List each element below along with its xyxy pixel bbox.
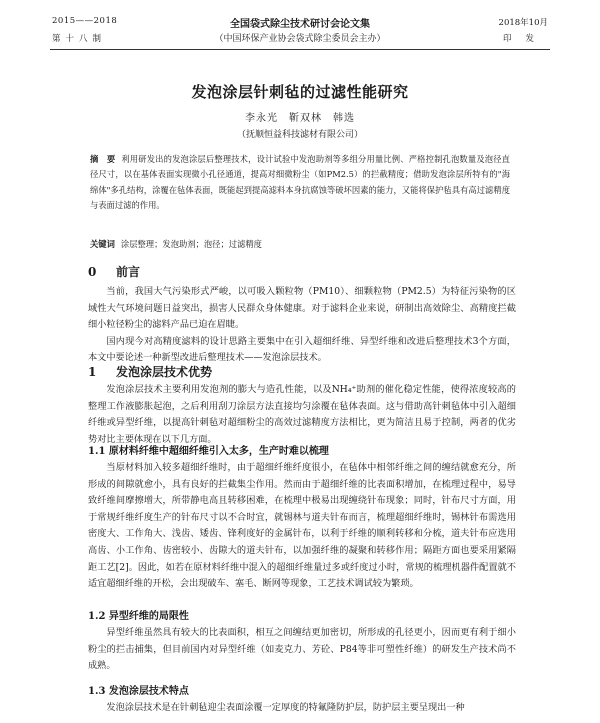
header-volume: 第十八制 bbox=[52, 34, 107, 44]
section-number: 1.3 bbox=[88, 686, 106, 697]
paragraph: 当前，我国大气污染形式严峻，以可吸入颗粒物（PM10）、细颗粒物（PM2.5）为特征污染物的区域性大气环境问题日益突出，损害人民群众身体健康。对于滤料企业来说，研制出高效除尘、高精度拦截细小粒径粉尘的滤料产品已迫在眉睫。 bbox=[88, 286, 516, 331]
keywords-label: 关键词 bbox=[90, 239, 115, 249]
header-divider bbox=[50, 49, 550, 50]
section-body bbox=[88, 700, 516, 717]
header-issued: 印发 bbox=[502, 34, 548, 44]
section-number: 1.1 bbox=[88, 446, 106, 457]
section-title: 原材料纤维中超细纤维引入太多，生产时难以梳理 bbox=[108, 446, 329, 457]
section-number: 1.2 bbox=[88, 611, 106, 622]
subsection-heading bbox=[88, 442, 329, 457]
section-number: 1 bbox=[88, 365, 97, 379]
paragraph: 发泡涂层技术主要利用发泡剂的膨大与造孔性能，以及NH₄⁺助剂的催化稳定性能，使得浓度较高的整理工作液膨胀起泡，之后利用刮刀涂层方法直接均匀涂覆在毡体表面。这与借助高针刺毡体中引入超细纤维或异型纤维，以提高针刺毡对超细粉尘的高效过滤精度方法相比，更为简洁且易于控制，两者的优劣势对比主要体现在以下几方面。 bbox=[88, 384, 516, 445]
section-heading bbox=[88, 363, 212, 380]
header-organizer: （中国环保产业协会袋式除尘委员会主办） bbox=[214, 34, 386, 44]
section-body bbox=[88, 625, 516, 675]
section-title: 前言 bbox=[116, 265, 141, 279]
running-header bbox=[0, 10, 600, 50]
header-proceedings-title: 全国袋式除尘技术研讨会论文集 bbox=[230, 19, 370, 30]
abstract-label: 摘 要 bbox=[90, 154, 116, 164]
paragraph: 发泡涂层技术是在针刺毡迎尘表面涂覆一定厚度的特氟隆防护层，防护层主要呈现出一种 bbox=[106, 702, 465, 713]
abstract-text: 利用研发出的发泡涂层后整理技术，设计试验中发泡助剂等多组分用量比例、严格控制孔泡数量及泡径直径尺寸，以在基体表面实现微小孔径通道，提高对细微粉尘（如PM2.5）的拦截精度；借助发泡涂层所特有的"海绵体"多孔结构，涂覆在毡体表面，既能起到提高滤料本身抗腐蚀等破坏因素的能力，又能将保护毡具有高过滤精度与表面过滤的作用。 bbox=[90, 154, 510, 210]
subsection-heading bbox=[88, 682, 189, 697]
section-body bbox=[88, 382, 516, 448]
header-year-range: 2015——2018 bbox=[52, 16, 118, 26]
section-heading bbox=[88, 263, 140, 280]
header-date: 2018年10月 bbox=[498, 18, 548, 28]
section-body bbox=[88, 284, 516, 367]
abstract bbox=[90, 152, 510, 213]
paragraph: 当原材料加入较多超细纤维时，由于超细纤维纤度很小，在毡体中相邻纤维之间的缠结就愈充分，所形成的间隙就愈小，具有良好的拦截集尘作用。然而由于超细纤维的比表面积增加，在梳理过程中，易导致纤维间摩擦增大，所带静电高且转移困难，在梳理中极易出现缠绕针布现象；同时，针布尺寸方面，用于常规纤维纤度生产的针布尺寸以不合时宜，就锡林与道夫针布而言，梳理超细纤维时，锡林针布需选用密度大、工作角大、浅齿、矮齿、锋利度好的金属针布，以利于纤维的顺利转移和分梳，道夫针布应选用高齿、小工作角、齿密较小、齿隙大的道夫针布，以加强纤维的凝聚和转移作用；隔距方面也要采用紧隔距工艺[2]。因此，如若在原材料纤维中混入的超细纤维量过多或纤度过小时，常规的梳理机器件配置就不适宜超细纤维的开松，会出现破车、塞毛、断网等现象，工艺技术调试较为繁琐。 bbox=[88, 462, 516, 590]
section-title: 发泡涂层技术优势 bbox=[116, 365, 213, 379]
paper-title: 发泡涂层针刺毡的过滤性能研究 bbox=[191, 83, 409, 101]
paper-authors: 李永光 靳双林 韩选 bbox=[245, 113, 355, 124]
paragraph: 国内现今对高精度滤料的设计思路主要集中在引入超细纤维、异型纤维和改进后整理技术3个方面，本文中要论述一种新型改进后整理技术——发泡涂层技术。 bbox=[88, 335, 516, 364]
keywords bbox=[90, 238, 510, 250]
subsection-heading bbox=[88, 607, 189, 622]
section-title: 异型纤维的局限性 bbox=[108, 611, 189, 622]
keywords-text: 涂层整理；发泡助剂；泡径；过滤精度 bbox=[120, 239, 262, 249]
section-title: 发泡涂层技术特点 bbox=[108, 686, 189, 697]
paragraph: 异型纤维虽然具有较大的比表面积，相互之间缠结更加密切，所形成的孔径更小，因而更有利于细小粉尘的拦击捕集，但目前国内对异型纤维（如麦克力、芳砼、P84等非可塑性纤维）的研发生产技术尚不成熟。 bbox=[88, 627, 516, 672]
section-number: 0 bbox=[88, 265, 97, 279]
section-body bbox=[88, 460, 516, 593]
paper-affiliation: （抚顺恒益科技滤材有限公司） bbox=[236, 130, 363, 140]
